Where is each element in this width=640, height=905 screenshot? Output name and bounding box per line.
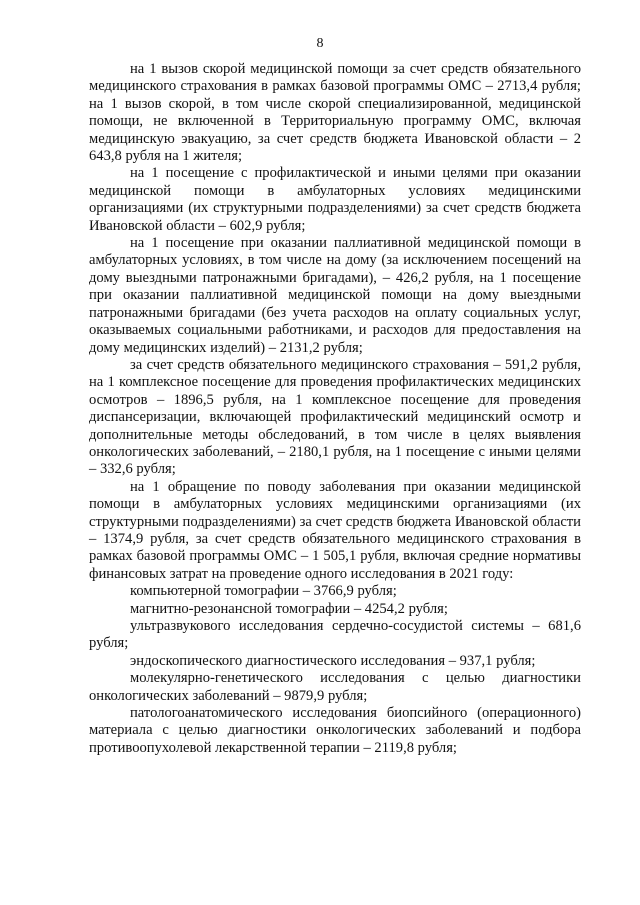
document-body (89, 61, 581, 757)
paragraph-disease-appeal-cost: на 1 обращение по поводу заболевания при оказании медицинской помощи в амбулаторных условиях медицинскими организациями (их структурными подразделениями) за счет средств бюджета Ивановской области – 1374,9 рубля, за счет средств обязательного медицинского страхования в рамках базовой программы ОМС – 1 505,1 рубля, включая средние нормативы финансовых затрат на проведение одного исследования в 2021 году: (89, 478, 581, 582)
list-item-mri: магнитно-резонансной томографии – 4254,2 рубля; (130, 600, 448, 617)
list-item-endoscopy: эндоскопического диагностического исследования – 937,1 рубля; (130, 652, 536, 669)
paragraph-oms-visit-cost: за счет средств обязательного медицинского страхования – 591,2 рубля, на 1 комплексное посещение для проведения профилактических медицинских осмотров – 1896,5 рубля, на 1 комплексное посещение для проведения диспансеризации, включающей профилактический медицинский осмотр и дополнительные методы обследований, в том числе в целях выявления онкологических заболеваний, – 2180,1 рубля, на 1 посещение с иными целями – 332,6 рубля; (89, 356, 581, 478)
page-number: 8 (316, 36, 324, 51)
paragraph-preventive-visit-cost: на 1 посещение с профилактической и иными целями при оказании медицинской помощи в амбулаторных условиях медицинскими организациями (их структурными подразделениями) за счет средств бюджета Ивановской области – 602,9 рубля; (89, 165, 581, 234)
list-item-pathology: патологоанатомического исследования биопсийного (операционного) материала с целью диагностики онкологических заболеваний и подбора противоопухолевой лекарственной терапии – 2119,8 рубля; (89, 705, 581, 756)
list-item-computed-tomography: компьютерной томографии – 3766,9 рубля; (130, 583, 397, 600)
list-item-ultrasound: ультразвукового исследования сердечно-сосудистой системы – 681,6 рубля; (89, 618, 581, 652)
paragraph-palliative-visit-cost: на 1 посещение при оказании паллиативной медицинской помощи в амбулаторных условиях, в том числе на дому (за исключением посещений на дому выездными патронажными бригадами), – 426,2 рубля, на 1 посещение при оказании паллиативной медицинской помощи на дому выездными патронажными бригадами (без учета расходов на оплату социальных услуг, оказываемых социальными работниками, и расходов для предоставления на дому медицинских изделий) – 2131,2 рубля; (89, 235, 581, 356)
paragraph-ambulance-call-cost: на 1 вызов скорой медицинской помощи за счет средств обязательного медицинского страхования в рамках базовой программы ОМС – 2713,4 рубля; на 1 вызов скорой, в том числе скорой специализированной, медицинской помощи, не включенной в Территориальную программу ОМС, включая медицинскую эвакуацию, за счет средств бюджета Ивановской области – 2 643,8 рубля на 1 жителя; (89, 61, 581, 165)
list-item-molecular-genetic: молекулярно-генетического исследования с целью диагностики онкологических заболеваний – 9879,9 рубля; (89, 670, 581, 704)
